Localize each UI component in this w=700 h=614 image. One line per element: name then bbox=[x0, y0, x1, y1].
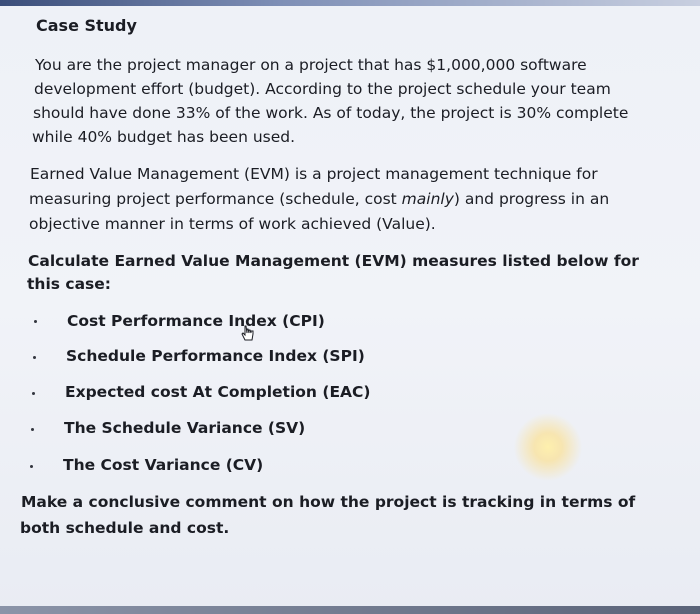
bullet-dot bbox=[32, 392, 35, 395]
bullet-dot bbox=[33, 356, 36, 359]
conclusion-line2: both schedule and cost. bbox=[20, 519, 230, 537]
instruction-line2: this case: bbox=[27, 275, 111, 293]
paragraph2-line1: Earned Value Management (EVM) is a project management technique for bbox=[30, 165, 598, 183]
measure-sv: The Schedule Variance (SV) bbox=[64, 419, 306, 437]
measure-spi: Schedule Performance Index (SPI) bbox=[66, 347, 365, 365]
measure-cv: The Cost Variance (CV) bbox=[63, 456, 264, 474]
bottom-edge bbox=[0, 606, 700, 614]
case-study-title: Case Study bbox=[36, 16, 137, 35]
paragraph1-line2: development effort (budget). According to the project schedule your team bbox=[34, 80, 611, 98]
mouse-cursor-icon bbox=[241, 325, 255, 341]
paragraph2-line2 bbox=[29, 189, 609, 210]
paragraph1-line3: should have done 33% of the work. As of today, the project is 30% complete bbox=[33, 104, 629, 122]
paragraph1-line4: while 40% budget has been used. bbox=[32, 128, 296, 146]
bullet-dot bbox=[31, 428, 34, 431]
bullet-dot bbox=[30, 465, 33, 468]
conclusion-line1: Make a conclusive comment on how the project is tracking in terms of bbox=[21, 493, 636, 511]
paragraph1-line1: You are the project manager on a project that has $1,000,000 software bbox=[35, 56, 587, 74]
paragraph2-emphasis: mainly bbox=[401, 190, 454, 208]
instruction-line1: Calculate Earned Value Management (EVM) measures listed below for bbox=[28, 252, 639, 270]
measure-cpi: Cost Performance Index (CPI) bbox=[67, 312, 325, 330]
paragraph2-line3: objective manner in terms of work achieved (Value). bbox=[29, 215, 436, 233]
paragraph2-line2-end: ) and progress in an bbox=[453, 190, 610, 208]
measure-eac: Expected cost At Completion (EAC) bbox=[65, 383, 371, 401]
paragraph2-line2-start: measuring project performance (schedule, cost bbox=[29, 190, 402, 208]
top-edge bbox=[0, 0, 700, 6]
bullet-dot bbox=[34, 320, 37, 323]
